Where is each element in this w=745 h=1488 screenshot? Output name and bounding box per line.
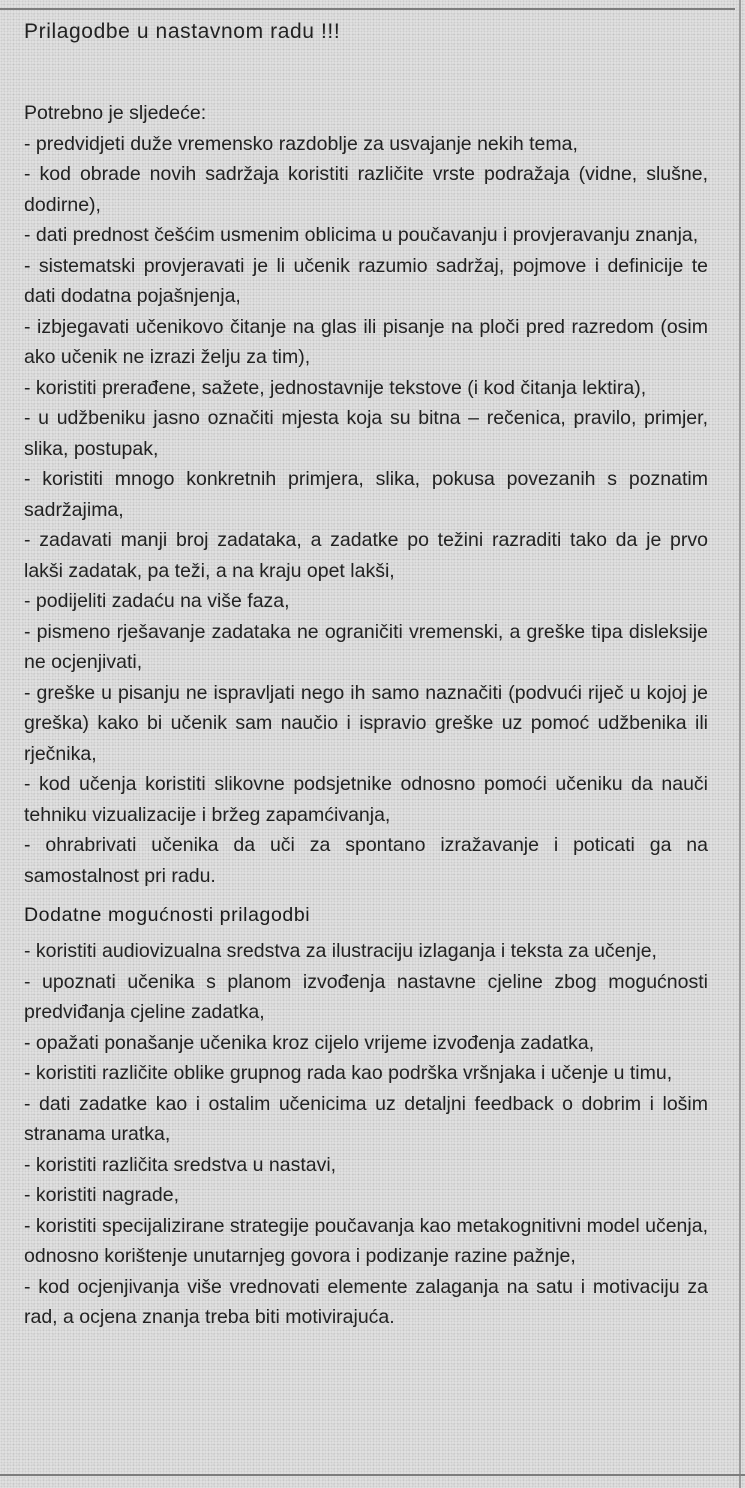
list-item: - koristiti audiovizualna sredstva za ilustraciju izlaganja i teksta za učenje, (24, 940, 657, 962)
list-item: - pismeno rješavanje zadataka ne ograničiti vremenski, a greške tipa disleksije ne ocjenjivati, (24, 620, 708, 673)
bottom-border-line (0, 1474, 745, 1476)
document-body (24, 16, 708, 1341)
list-item: - izbjegavati učenikovo čitanje na glas ili pisanje na ploči pred razredom (osim ako učenik ne izrazi želju za tim), (24, 315, 708, 368)
list-item: - u udžbeniku jasno označiti mjesta koja su bitna – rečenica, pravilo, primjer, slika, postupak, (24, 407, 708, 460)
additional-options-list (24, 936, 708, 1333)
list-item: - kod učenja koristiti slikovne podsjetnike odnosno pomoći učeniku da nauči tehniku vizualizacije i bržeg zapamćivanja, (24, 773, 708, 826)
list-item: - predvidjeti duže vremensko razdoblje za usvajanje nekih tema, (24, 132, 578, 155)
list-item: - kod ocjenjivanja više vrednovati elemente zalaganja na satu i motivaciju za rad, a ocjena znanja treba biti motivirajuća. (24, 1275, 708, 1328)
list-item: - dati prednost češćim usmenim oblicima u poučavanju i provjeravanju znanja, (24, 224, 699, 246)
list-item: - koristiti različite oblike grupnog rada kao podrška vršnjaka i učenje u timu, (24, 1062, 673, 1084)
list-item: - koristiti nagrade, (24, 1184, 179, 1206)
list-item: - podijeliti zadaću na više faza, (24, 590, 290, 612)
list-item: - opažati ponašanje učenika kroz cijelo vrijeme izvođenja zadatka, (24, 1031, 595, 1054)
list-item: - sistematski provjeravati je li učenik razumio sadržaj, pojmove i definicije te dati dodatna pojašnjenja, (24, 254, 708, 307)
top-border-line (0, 8, 735, 10)
page-title: Prilagodbe u nastavnom radu !!! (24, 20, 341, 43)
list-item: - kod obrade novih sadržaja koristiti različite vrste podražaja (vidne, slušne, dodirne), (24, 163, 708, 216)
adaptations-list (24, 129, 708, 892)
section-heading: Dodatne mogućnosti prilagodbi (24, 904, 311, 926)
list-item: - zadavati manji broj zadataka, a zadatke po težini razraditi tako da je prvo lakši zadatak, pa teži, a na kraju opet lakši, (24, 529, 708, 582)
right-border-line (739, 0, 741, 1488)
list-item: - dati zadatke kao i ostalim učenicima uz detaljni feedback o dobrim i lošim stranama uratka, (24, 1092, 708, 1145)
list-item: - koristiti različita sredstva u nastavi, (24, 1153, 337, 1176)
list-item: - koristiti prerađene, sažete, jednostavnije tekstove (i kod čitanja lektira), (24, 376, 647, 399)
list-item: - upoznati učenika s planom izvođenja nastavne cjeline zbog mogućnosti predviđanja cjeline zadatka, (24, 970, 708, 1023)
intro-text: Potrebno je sljedeće: (24, 102, 207, 124)
list-item: - koristiti mnogo konkretnih primjera, slika, pokusa povezanih s poznatim sadržajima, (24, 468, 708, 521)
list-item: - greške u pisanju ne ispravljati nego ih samo naznačiti (podvući riječ u kojoj je greška) kako bi učenik sam naučio i ispravio greške uz pomoć udžbenika ili rječnika, (24, 681, 708, 765)
list-item: - koristiti specijalizirane strategije poučavanja kao metakognitivni model učenja, odnosno korištenje unutarnjeg govora i podizanje razine pažnje, (24, 1214, 708, 1267)
list-item: - ohrabrivati učenika da uči za spontano izražavanje i poticati ga na samostalnost pri radu. (24, 834, 708, 887)
